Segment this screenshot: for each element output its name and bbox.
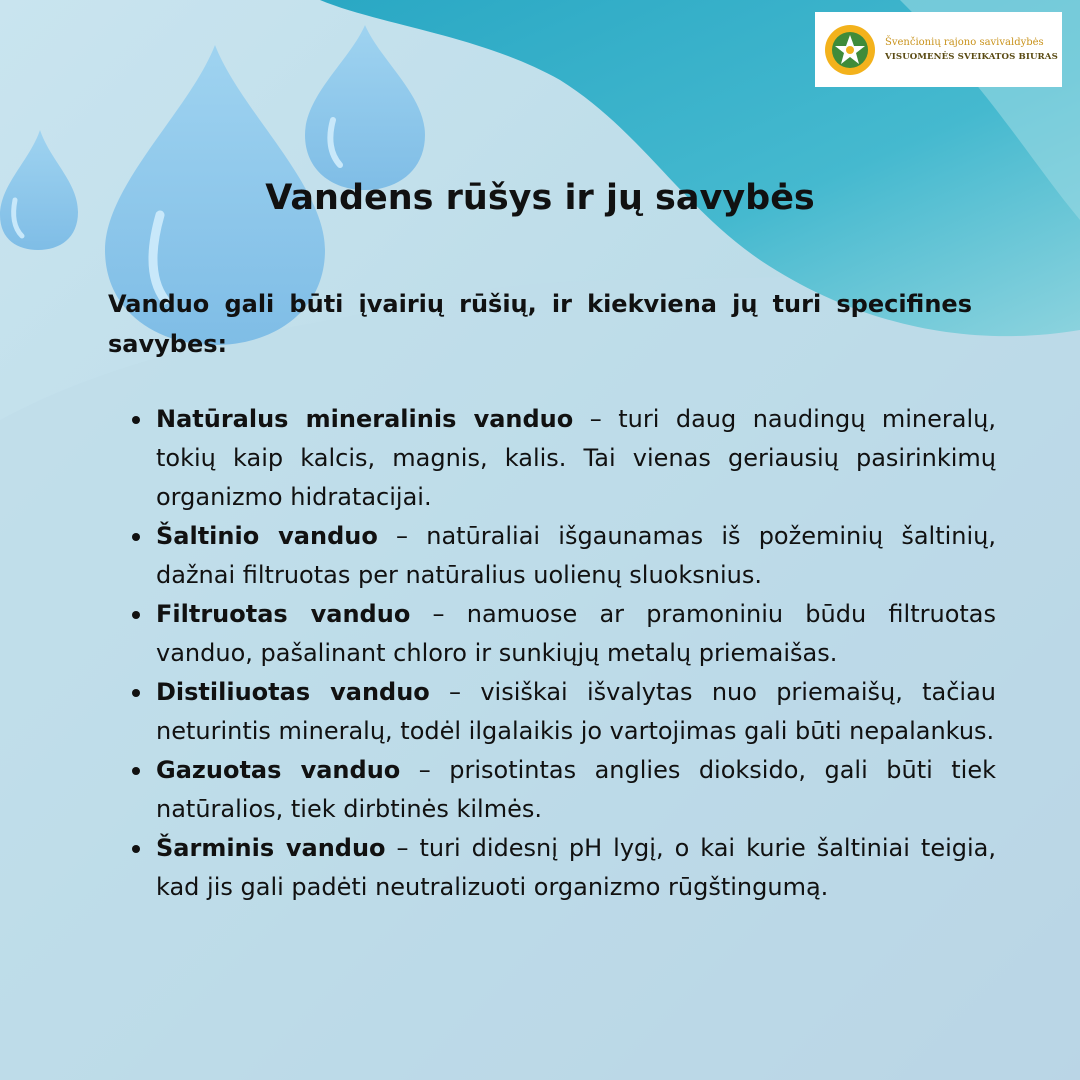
item-term: Šaltinio vanduo [156, 522, 378, 550]
star-emblem-icon [823, 23, 877, 77]
item-description: – turi didesnį pH lygį, o kai kurie šaltiniai teigia, kad jis gali padėti neutralizuoti organizmo rūgštingumą. [156, 834, 996, 901]
logo-line2: VISUOMENĖS SVEIKATOS BIURAS [885, 51, 1058, 62]
bullet-icon [132, 767, 140, 775]
item-term: Šarminis vanduo [156, 834, 386, 862]
bullet-icon [132, 533, 140, 541]
bullet-icon [132, 689, 140, 697]
bullet-icon [132, 416, 140, 424]
item-description: – natūraliai išgaunamas iš požeminių šaltinių, dažnai filtruotas per natūralius uolienų sluoksnius. [156, 522, 996, 589]
item-description: – prisotintas anglies dioksido, gali būti tiek natūralios, tiek dirbtinės kilmės. [156, 756, 996, 823]
list-item [156, 400, 996, 517]
logo [815, 12, 1062, 87]
item-description: – namuose ar pramoniniu būdu filtruotas vanduo, pašalinant chloro ir sunkiųjų metalų priemaišas. [156, 600, 996, 667]
list-item [156, 517, 996, 595]
page-title: Vandens rūšys ir jų savybės [265, 178, 815, 218]
list-item [156, 751, 996, 829]
item-term: Gazuotas vanduo [156, 756, 401, 784]
bullet-icon [132, 845, 140, 853]
list-item [156, 829, 996, 907]
water-types-list [132, 400, 996, 907]
item-description: – visiškai išvalytas nuo priemaišų, tačiau neturintis mineralų, todėl ilgalaikis jo vartojimas gali būti nepalankus. [156, 678, 996, 745]
bullet-icon [132, 611, 140, 619]
intro-text: Vanduo gali būti įvairių rūšių, ir kiekviena jų turi specifines savybes: [108, 290, 972, 358]
item-term: Distiliuotas vanduo [156, 678, 430, 706]
list-item [156, 595, 996, 673]
item-description: – turi daug naudingų mineralų, tokių kaip kalcis, magnis, kalis. Tai vienas geriausių pasirinkimų organizmo hidratacijai. [156, 405, 996, 511]
logo-line1: Švenčionių rajono savivaldybės [885, 36, 1044, 48]
list-item [156, 673, 996, 751]
item-term: Natūralus mineralinis vanduo [156, 405, 574, 433]
item-term: Filtruotas vanduo [156, 600, 411, 628]
